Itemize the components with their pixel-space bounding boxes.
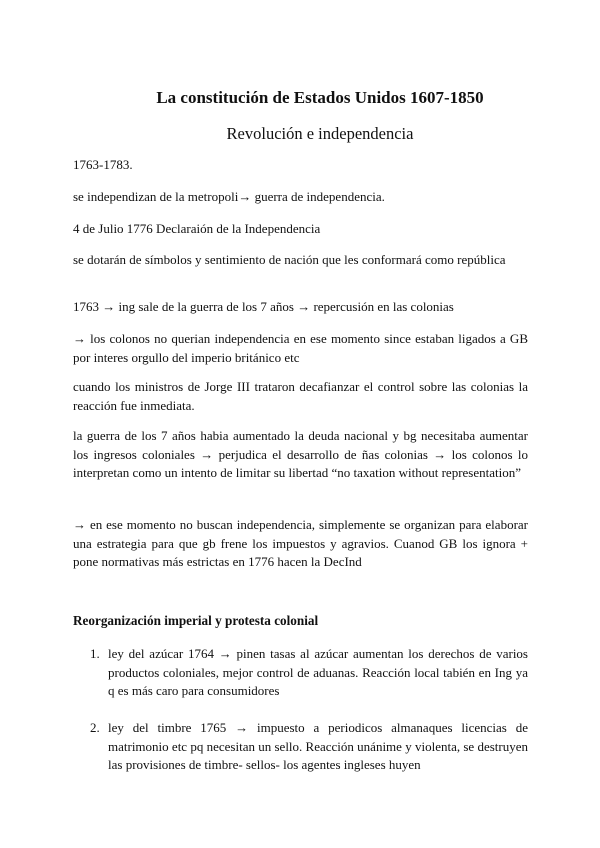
section-heading: Reorganización imperial y protesta colonial [73,613,319,628]
paragraph-dates: 1763-1783. [73,157,133,172]
list-item-number: 2. [90,720,100,735]
list-item [90,719,528,775]
list-item-number: 1. [90,646,100,661]
list-item [90,645,528,701]
paragraph-independence: se independizan de la metropoli→ guerra de independencia. [73,189,385,204]
paragraph-1763: 1763 → ing sale de la guerra de los 7 años → repercusión en las colonias [73,299,454,314]
list-item-text: ley del timbre 1765 → impuesto a periodicos almanaques licencias de matrimonio etc pq necesitan un sello. Reacción unánime y violenta, se destruyen las provisiones de timbre- sellos- los agentes ingleses huyen [108,720,528,772]
paragraph-colonos: → los colonos no querian independencia en ese momento since estaban ligados a GB por interes orgullo del imperio británico etc [73,331,528,365]
paragraph-declaration: 4 de Julio 1776 Declaraión de la Independencia [73,221,321,236]
list-item-text: ley del azúcar 1764 → pinen tasas al azúcar aumentan los derechos de varios productos coloniales, mejor control de aduanas. Reacción local tabién en Ing ya q es más caro para consumidores [108,646,528,698]
paragraph-guerra: la guerra de los 7 años habia aumentado la deuda nacional y bg necesitaba aumentar los ingresos coloniales → perjudica el desarrollo de ñas colonias → los colonos lo interpretan como un intento de limitar su libertad “no taxation without representation” [73,428,528,480]
page-title: La constitución de Estados Unidos 1607-1850 [156,88,484,107]
paragraph-ministros: cuando los ministros de Jorge III trataron decafianzar el control sobre las colonias la reacción fue inmediata. [73,379,528,413]
paragraph-symbols: se dotarán de símbolos y sentimiento de nación que les conformará como república [73,252,506,267]
page-subtitle: Revolución e independencia [226,124,414,143]
paragraph-estrategia: → en ese momento no buscan independencia, simplemente se organizan para elaborar una estrategia para que gb frene los impuestos y agravios. Cuanod GB los ignora + pone normativas más estrictas en 1776 hacen la DecInd [73,517,528,569]
